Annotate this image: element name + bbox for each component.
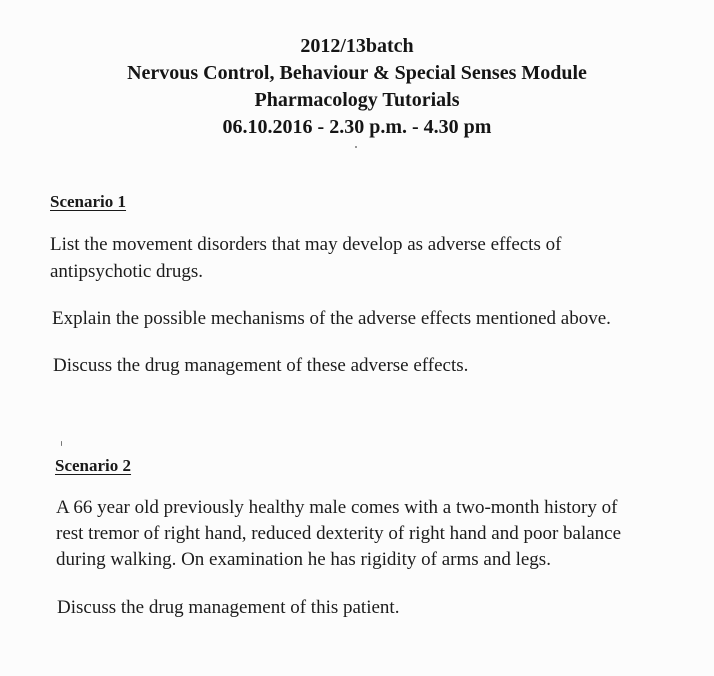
module-title: Nervous Control, Behaviour & Special Senses Module — [127, 62, 587, 84]
scenario-2-question: Discuss the drug management of this patient. — [57, 597, 400, 618]
batch-title: 2012/13batch — [300, 35, 414, 57]
scenario-1-question-1-line-1: List the movement disorders that may develop as adverse effects of — [50, 234, 562, 255]
scenario-2-case-line-1: A 66 year old previously healthy male comes with a two-month history of — [56, 497, 618, 518]
document-header — [0, 33, 714, 141]
scenario-1-question-2: Explain the possible mechanisms of the adverse effects mentioned above. — [52, 308, 611, 329]
scenario-2-case-line-3: during walking. On examination he has rigidity of arms and legs. — [56, 549, 551, 570]
scan-speck — [355, 146, 357, 148]
scenario-1-question-3: Discuss the drug management of these adverse effects. — [53, 355, 469, 376]
scenario-2-case-line-2: rest tremor of right hand, reduced dexterity of right hand and poor balance — [56, 523, 622, 544]
scenario-1-question-1-line-2: antipsychotic drugs. — [50, 261, 204, 282]
scenario-2-heading: Scenario 2 — [55, 456, 132, 475]
scan-speck — [61, 441, 62, 446]
subject-title: Pharmacology Tutorials — [254, 89, 460, 111]
scenario-1-heading: Scenario 1 — [50, 192, 127, 211]
schedule-line: 06.10.2016 - 2.30 p.m. - 4.30 pm — [222, 116, 492, 138]
